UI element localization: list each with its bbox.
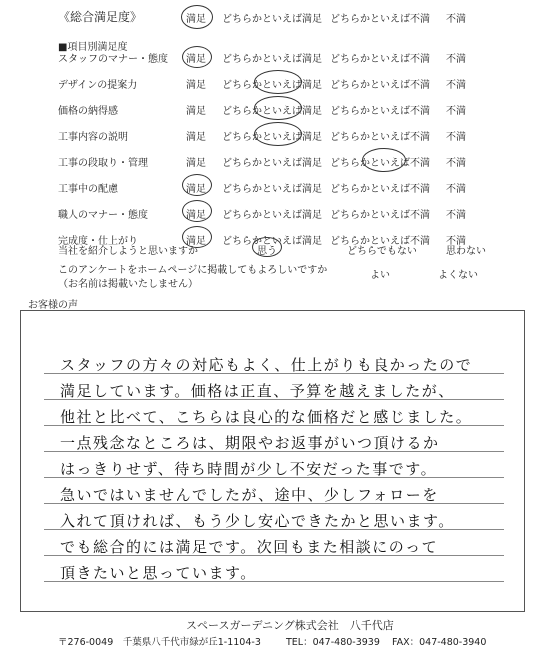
item-label: スタッフのマナー・態度: [58, 54, 168, 65]
option-somewhat-satisfied: どちらかといえば満足: [222, 132, 322, 143]
item-label: 完成度・仕上がり: [58, 236, 138, 247]
option-dissatisfied: 不満: [446, 236, 466, 247]
item-row: [0, 72, 550, 92]
option-somewhat-dissatisfied: どちらかといえば不満: [330, 236, 430, 247]
handwritten-line: 一点残念なところは、期限やお返事がいつ頂けるか: [60, 434, 440, 452]
voice-label: お客様の声: [28, 300, 78, 311]
company-fax: FAX：047-480-3940: [392, 637, 487, 648]
option-somewhat-dissatisfied: どちらかといえば不満: [330, 80, 430, 91]
option-somewhat-satisfied: どちらかといえば満足: [222, 236, 322, 247]
option-somewhat-satisfied: どちらかといえば満足: [222, 184, 322, 195]
handwritten-line: 入れて頂ければ、もう少し安心できたかと思います。: [60, 512, 455, 530]
option-dissatisfied: 不満: [446, 210, 466, 221]
company-tel: TEL：047-480-3939: [286, 637, 380, 648]
option-somewhat-dissatisfied: どちらかといえば不満: [330, 210, 430, 221]
option-satisfied: 満足: [186, 80, 206, 91]
option-not-ok: よくない: [438, 270, 478, 281]
handwritten-line: スタッフの方々の対応もよく、仕上がりも良かったので: [60, 356, 473, 374]
option-satisfied: 満足: [186, 106, 206, 117]
item-row: [0, 150, 550, 170]
handwritten-line: 頂きたいと思っています。: [60, 564, 257, 582]
section-title: ■項目別満足度: [58, 42, 128, 53]
option-somewhat-satisfied: どちらかといえば満足: [222, 54, 322, 65]
option-satisfied: 満足: [186, 14, 206, 25]
handwritten-line: 満足しています。価格は正直、予算を越えましたが、: [60, 382, 455, 400]
option-satisfied: 満足: [186, 54, 206, 65]
company-address: 〒276-0049 千葉県八千代市緑が丘1-1104-3: [58, 637, 261, 648]
item-row: [0, 98, 550, 118]
option-satisfied: 満足: [186, 184, 206, 195]
handwritten-line: 他社と比べて、こちらは良心的な価格だと感じました。: [60, 408, 473, 426]
item-row: [0, 176, 550, 196]
option-satisfied: 満足: [186, 132, 206, 143]
option-somewhat-dissatisfied: どちらかといえば不満: [330, 158, 430, 169]
option-no: 思わない: [446, 246, 486, 257]
option-somewhat-satisfied: どちらかといえば満足: [222, 210, 322, 221]
overall-title: 《総合満足度》: [58, 10, 143, 24]
option-somewhat-satisfied: どちらかといえば満足: [222, 80, 322, 91]
option-satisfied: 満足: [186, 210, 206, 221]
option-dissatisfied: 不満: [446, 54, 466, 65]
option-dissatisfied: 不満: [446, 132, 466, 143]
item-label: 工事内容の説明: [58, 132, 128, 143]
option-somewhat-dissatisfied: どちらかといえば不満: [330, 106, 430, 117]
option-somewhat-dissatisfied: どちらかといえば不満: [330, 54, 430, 65]
item-label: 職人のマナー・態度: [58, 210, 148, 221]
option-yes: 思う: [257, 246, 277, 257]
item-row: [0, 202, 550, 222]
option-dissatisfied: 不満: [446, 158, 466, 169]
option-dissatisfied: 不満: [446, 106, 466, 117]
item-row: [0, 46, 550, 66]
option-dissatisfied: 不満: [446, 184, 466, 195]
item-label: デザインの提案力: [58, 80, 138, 91]
option-satisfied: 満足: [186, 236, 206, 247]
company-name: スペースガーデニング株式会社 八千代店: [186, 619, 394, 632]
handwritten-line: でも総合的には満足です。次回もまた相談にのって: [60, 538, 439, 556]
item-label: 工事中の配慮: [58, 184, 118, 195]
handwritten-line: 急いではいませんでしたが、途中、少しフォローを: [60, 486, 439, 504]
publish-question-line2: （お名前は掲載いたしません）: [58, 279, 198, 290]
publish-question-line1: このアンケートをホームページに掲載してもよろしいですか: [58, 265, 328, 276]
option-ok: よい: [370, 270, 390, 281]
option-somewhat-satisfied: どちらかといえば満足: [222, 158, 322, 169]
option-neutral: どちらでもない: [347, 246, 417, 257]
option-satisfied: 満足: [186, 158, 206, 169]
option-somewhat-dissatisfied: どちらかといえば不満: [330, 184, 430, 195]
item-label: 工事の段取り・管理: [58, 158, 148, 169]
referral-question: 当社を紹介しようと思いますか: [58, 246, 198, 257]
option-somewhat-satisfied: どちらかといえば満足: [222, 106, 322, 117]
publish-question: [58, 264, 327, 292]
item-label: 価格の納得感: [58, 106, 118, 117]
option-somewhat-dissatisfied: どちらかといえば不満: [330, 14, 430, 25]
option-somewhat-dissatisfied: どちらかといえば不満: [330, 132, 430, 143]
option-dissatisfied: 不満: [446, 80, 466, 91]
item-row: [0, 124, 550, 144]
option-somewhat-satisfied: どちらかといえば満足: [222, 14, 322, 25]
overall-options-row: [0, 6, 550, 26]
option-dissatisfied: 不満: [446, 14, 466, 25]
referral-row: [0, 238, 550, 258]
handwritten-line: はっきりせず、待ち時間が少し不安だった事です。: [60, 460, 438, 478]
